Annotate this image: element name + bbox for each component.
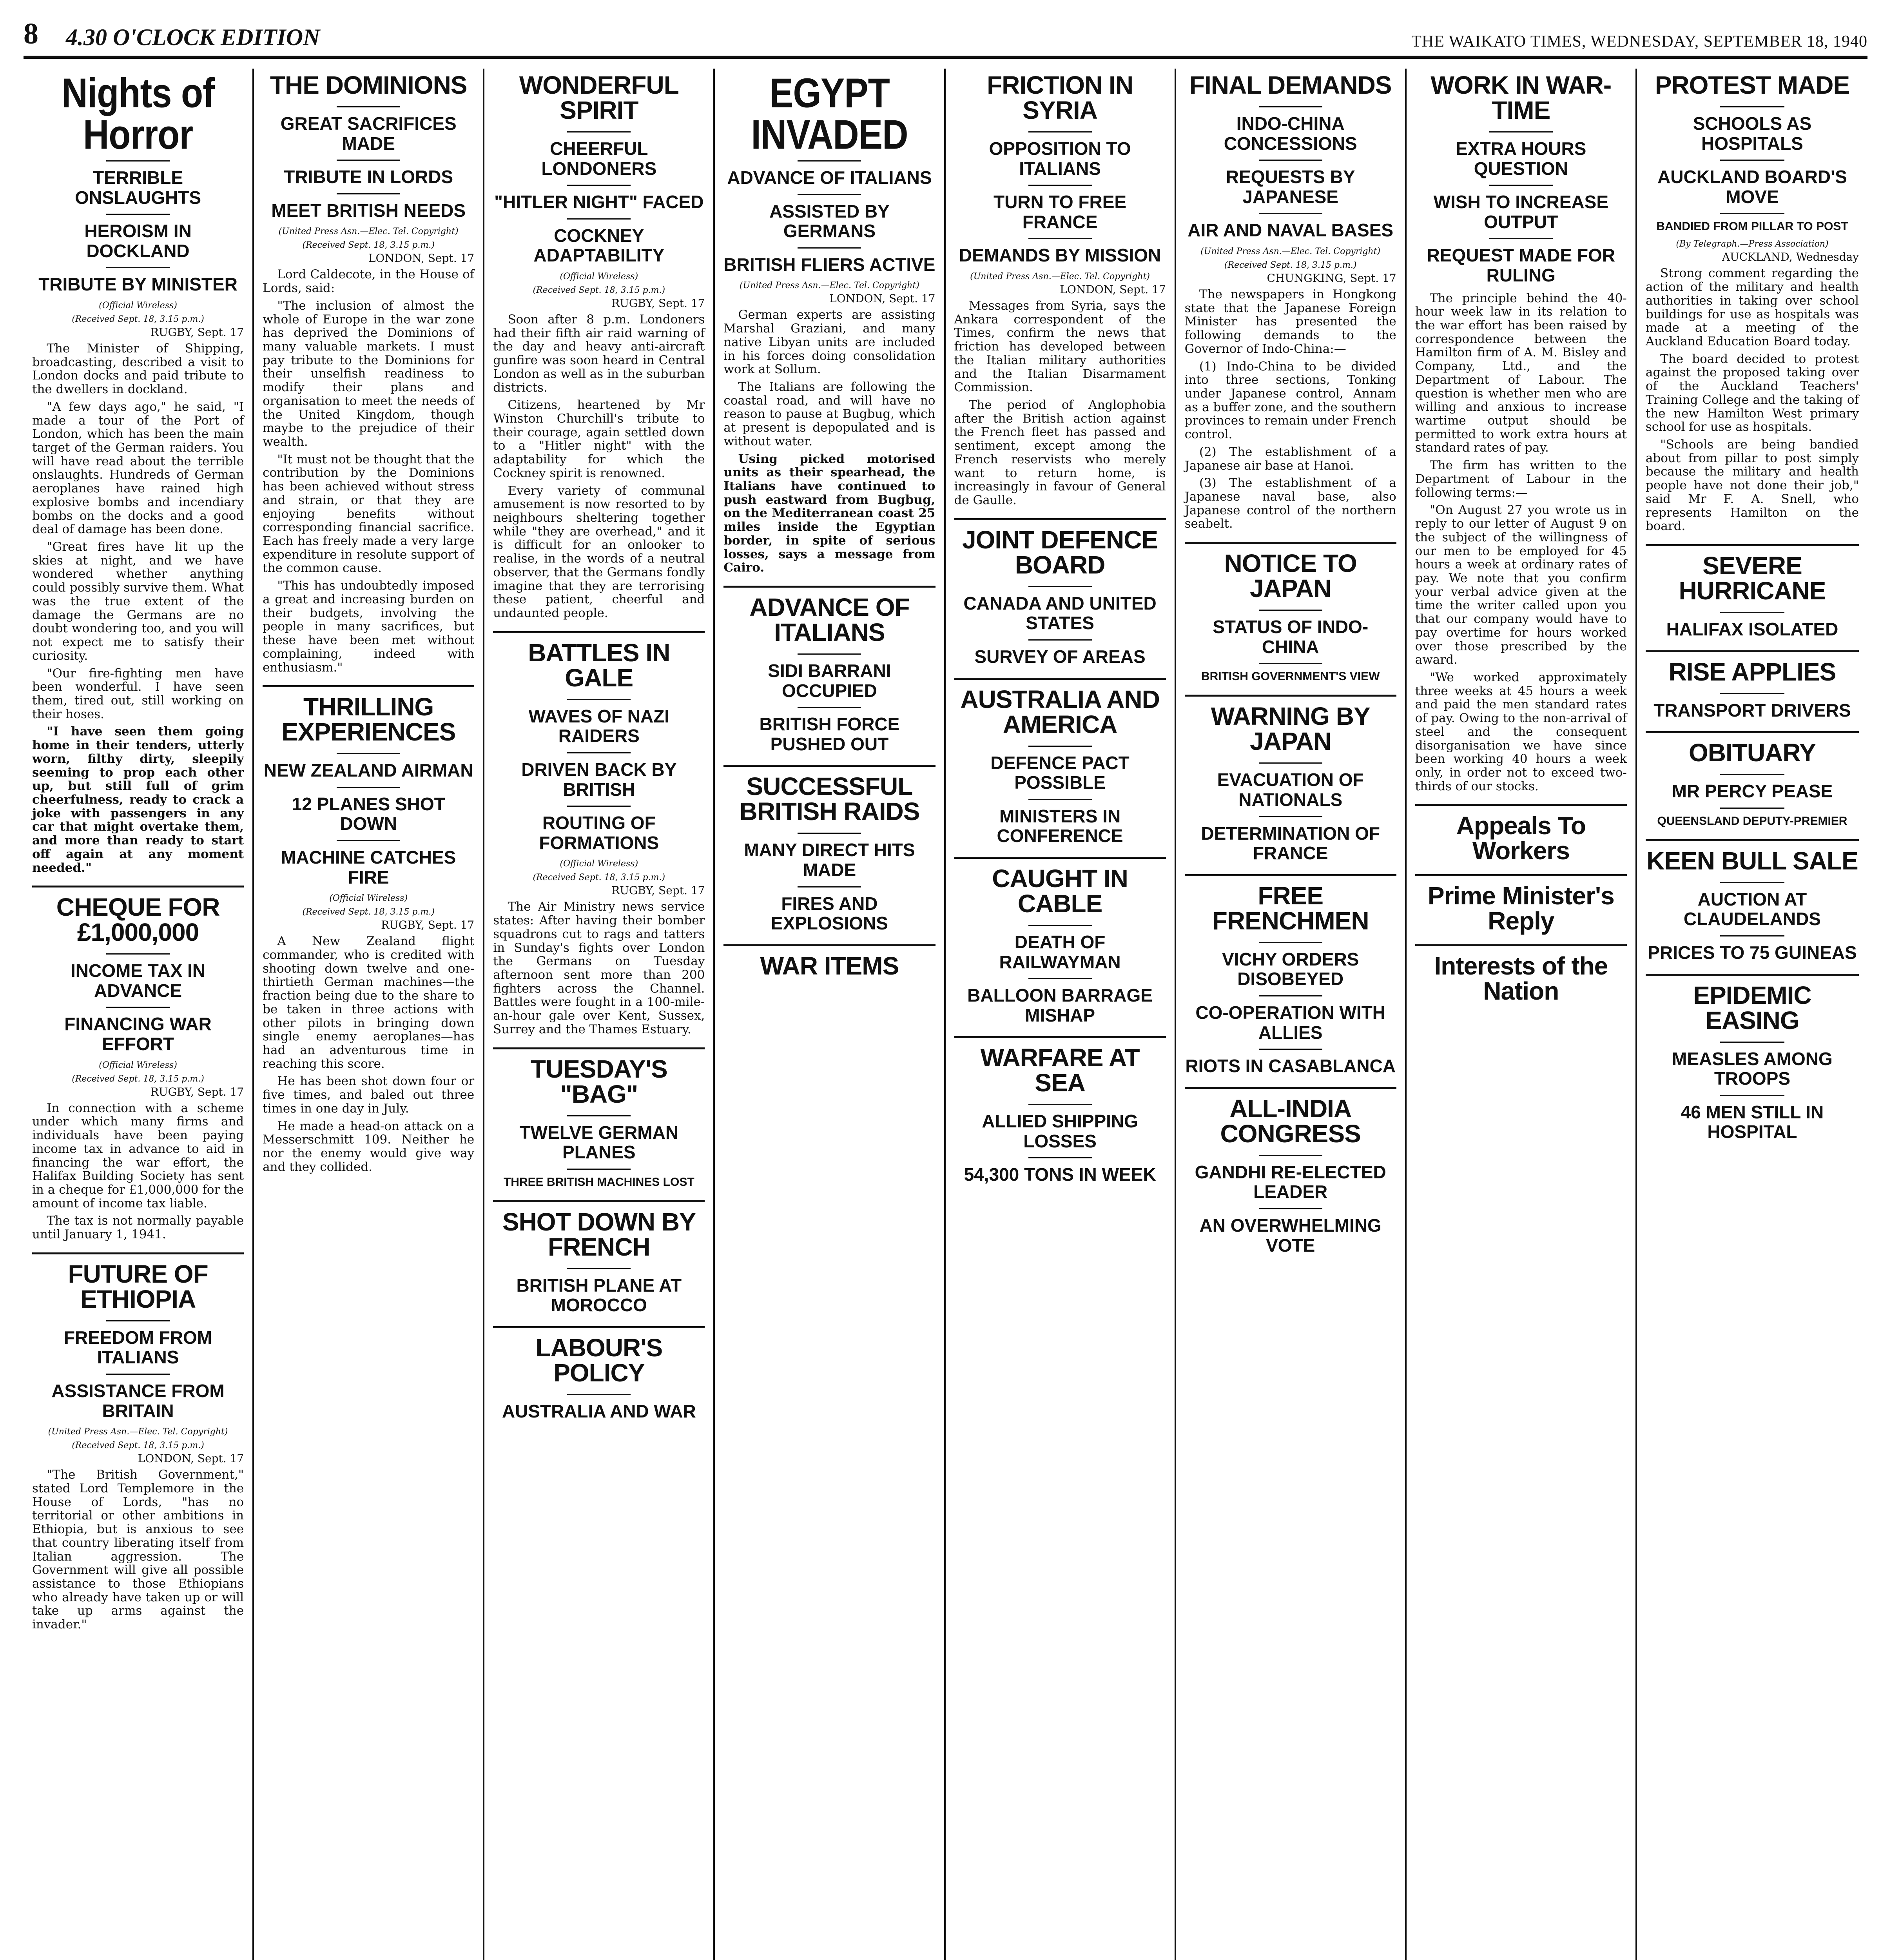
- story-subheadline: 54,300 TONS IN WEEK: [964, 1164, 1156, 1185]
- wire-credit: (United Press Asn.—Elec. Tel. Copyright): [740, 281, 919, 291]
- rule-divider: [1028, 238, 1092, 239]
- dateline: LONDON, Sept. 17: [829, 292, 936, 305]
- story-subheadline: AIR AND NAVAL BASES: [1188, 220, 1394, 241]
- column: [1176, 69, 1407, 1960]
- story-headline: WORK IN WAR-TIME: [1430, 71, 1612, 124]
- body-paragraph: "Schools are being bandied about from pillar to post simply because the military and health people have not done their job," said Mr F. A. Snell, who represents Hamilton on the board.: [1645, 437, 1859, 534]
- story-headline: WONDERFUL SPIRIT: [519, 71, 679, 124]
- rule-divider: [798, 247, 861, 249]
- rule-divider: [1028, 586, 1092, 587]
- rule-divider: [567, 1115, 631, 1116]
- rule-divider: [798, 160, 861, 162]
- received-time: (Received Sept. 18, 3.15 p.m.): [533, 873, 665, 883]
- body-paragraph: Messages from Syria, says the Ankara correspondent of the Times, confirm the news that friction has developed between the Italian military authorities and the Italian Disarmament Commission.: [954, 298, 1166, 395]
- rule-divider: [1489, 131, 1553, 132]
- body-paragraph: "The inclusion of almost the whole of Europe in the war zone has deprived the Dominions of many valuable markets. I must pay tribute to the Dominions for their unselfish readiness to modify their plans and organisation to meet the needs of the United Kingdom, though maybe to the prejudice of their wealth.: [263, 298, 475, 449]
- body-paragraph: Every variety of communal amusement is now resorted to by neighbours sheltering together while "they are overhead," and it is difficult for an onlooker to realise, in the words of a neutral observer, that the Germans fondly imagine that they are terrorising these patient, cheerful and undaunted people.: [493, 483, 705, 621]
- rule-divider: [1646, 974, 1859, 976]
- story-subheadline: HALIFAX ISOLATED: [1666, 619, 1838, 640]
- body-paragraph: "On August 27 you wrote us in reply to our letter of August 9 on the subject of the willingness of our men to be employed for 45 hours a week at ordinary rates of pay. We note that you confirm your verbal advice given at the time the writer called upon you that our company would have to pay overtime for hours worked over those prescribed by the award.: [1415, 503, 1627, 667]
- rule-divider: [1028, 639, 1092, 641]
- received-time: (Received Sept. 18, 3.15 p.m.): [72, 1074, 204, 1084]
- rule-divider: [106, 953, 170, 955]
- story-subheadline: SIDI BARRANI OCCUPIED: [768, 661, 891, 701]
- wire-credit: (Official Wireless): [329, 893, 408, 904]
- story-subheadline: STATUS OF INDO-CHINA: [1213, 617, 1369, 657]
- rule-divider: [567, 185, 631, 186]
- story-headline: RISE APPLIES: [1668, 657, 1836, 686]
- body-paragraph: The Minister of Shipping, broadcasting, described a visit to London docks and paid tribute to the dwellers in dockland.: [32, 341, 244, 397]
- story-subheadline: WISH TO INCREASE OUTPUT: [1433, 192, 1609, 232]
- dateline: RUGBY, Sept. 17: [150, 325, 244, 339]
- body-paragraph: The tax is not normally payable until January 1, 1941.: [32, 1214, 244, 1242]
- rule-divider: [723, 944, 935, 946]
- rule-divider: [567, 1169, 631, 1170]
- story-headline: AUSTRALIA AND AMERICA: [960, 685, 1160, 739]
- rule-divider: [1259, 1208, 1322, 1209]
- story-subheadline: BRITISH FLIERS ACTIVE: [723, 254, 936, 275]
- story-subheadline: AUCTION AT CLAUDELANDS: [1683, 889, 1821, 929]
- rule-divider: [1720, 935, 1784, 936]
- column: [1637, 69, 1867, 1960]
- received-time: (Received Sept. 18, 3.15 p.m.): [72, 314, 204, 324]
- body-paragraph: In connection with a scheme under which many firms and individuals have been paying income tax in advance to aid in financing the war effort, the Halifax Building Society has sent in a cheque for £1,000,000 for the amount of income tax liable.: [32, 1101, 244, 1210]
- rule-divider: [1646, 731, 1859, 733]
- story-subheadline: AN OVERWHELMING VOTE: [1199, 1215, 1382, 1256]
- rule-divider: [1720, 106, 1784, 107]
- body-paragraph: The Italians are following the coastal road, and will have no reason to pause at Bugbug, which at present is depopulated and is without water.: [723, 379, 936, 448]
- story-subheadline: INDO-CHINA CONCESSIONS: [1224, 113, 1357, 154]
- body-paragraph: He has been shot down four or five times, and baled out three times in one day in July.: [263, 1074, 475, 1116]
- story-subheadline: SCHOOLS AS HOSPITALS: [1693, 113, 1812, 154]
- rule-divider: [1415, 804, 1627, 806]
- story-subheadline: MEASLES AMONG TROOPS: [1672, 1048, 1833, 1089]
- story-subheadline: PRICES TO 75 GUINEAS: [1648, 942, 1857, 963]
- rule-divider: [1185, 542, 1396, 544]
- page-number: 8: [24, 17, 38, 50]
- rule-divider: [954, 1036, 1166, 1038]
- story-subheadline: OPPOSITION TO ITALIANS: [989, 138, 1131, 179]
- rule-divider: [1489, 185, 1553, 186]
- columns: [24, 69, 1867, 1960]
- story-headline: SUCCESSFUL BRITISH RAIDS: [739, 772, 920, 826]
- story-subheadline: EVACUATION OF NATIONALS: [1217, 769, 1364, 810]
- rule-divider: [567, 806, 631, 807]
- rule-divider: [1259, 213, 1322, 214]
- story-headline: BATTLES IN GALE: [528, 638, 670, 692]
- body-paragraph: The principle behind the 40-hour week law in its relation to the war effort has been raised by correspondence between the Hamilton firm of A. M. Bisley and Company, Ltd., and the Department of Labour. The question is whether men who are willing and anxious to increase wartime output should be permitted to work extra hours at standard rates of pay.: [1415, 291, 1627, 455]
- rule-divider: [337, 193, 400, 194]
- story-subheadline: ASSISTANCE FROM BRITAIN: [51, 1381, 225, 1421]
- story-subheadline: COCKNEY ADAPTABILITY: [533, 225, 665, 266]
- story-subheadline: ADVANCE OF ITALIANS: [727, 167, 932, 188]
- wire-credit: (By Telegraph.—Press Association): [1676, 239, 1829, 249]
- body-paragraph: Lord Caldecote, in the House of Lords, said:: [263, 267, 475, 296]
- body-paragraph: Citizens, heartened by Mr Winston Churchill's tribute to their courage, again settled down to a "Hitler night" with the adaptability for which the Cockney spirit is renowned.: [493, 398, 705, 480]
- story-subheadline: GANDHI RE-ELECTED LEADER: [1195, 1161, 1386, 1202]
- story-subheadline: TRIBUTE BY MINISTER: [38, 274, 238, 295]
- wire-credit: (United Press Asn.—Elec. Tel. Copyright): [1200, 246, 1381, 256]
- story-subheadline: REQUEST MADE FOR RULING: [1427, 245, 1615, 285]
- rule-divider: [337, 840, 400, 841]
- body-paragraph: Strong comment regarding the action of the military and health authorities in taking over school buildings for use as hospitals was made at a meeting of the Auckland Education Board today.: [1645, 266, 1859, 348]
- rule-divider: [1489, 238, 1553, 239]
- body-paragraph: A New Zealand flight commander, who is credited with shooting down twelve and one-thirtieth German machines—the fraction being due to the share to be taken in three actions with other pilots in bringing down single enemy aeroplanes—has had an adventurous time in reaching this score.: [263, 934, 475, 1071]
- rule-divider: [263, 685, 474, 687]
- story-headline: Appeals To Workers: [1456, 811, 1586, 865]
- story-subheadline: WAVES OF NAZI RAIDERS: [528, 706, 670, 746]
- rule-divider: [493, 1326, 705, 1328]
- rule-divider: [493, 1200, 705, 1202]
- rule-divider: [1720, 213, 1784, 214]
- rule-divider: [1646, 839, 1859, 841]
- story-headline: WARNING BY JAPAN: [1211, 702, 1370, 756]
- rule-divider: [1259, 106, 1322, 107]
- story-headline: OBITUARY: [1689, 739, 1816, 767]
- rule-divider: [1185, 695, 1396, 697]
- dateline: LONDON, Sept. 17: [138, 1452, 244, 1465]
- rule-divider: [954, 518, 1166, 520]
- story-headline: CAUGHT IN CABLE: [992, 864, 1128, 918]
- story-subheadline: FINANCING WAR EFFORT: [64, 1014, 212, 1054]
- story-subheadline: SURVEY OF AREAS: [974, 646, 1146, 667]
- rule-divider: [1028, 925, 1092, 926]
- rule-divider: [1259, 160, 1322, 161]
- rule-divider: [1720, 612, 1784, 613]
- body-paragraph: The Air Ministry news service states: After having their bomber squadrons cut to rags and tatters in Sunday's fights over London the Germans on Tuesday afternoon sent more than 200 fighters across the Channel. Battles were fought in a 100-mile-an-hour gale over Kent, Sussex, Surrey and the Thames Estuary.: [493, 900, 705, 1036]
- story-subheadline: AUSTRALIA AND WAR: [502, 1401, 696, 1421]
- rule-divider: [337, 106, 400, 107]
- column: [1407, 69, 1637, 1960]
- story-headline: THE DOMINIONS: [270, 71, 467, 99]
- column: [24, 69, 254, 1960]
- story-subheadline: BALLOON BARRAGE MISHAP: [967, 985, 1153, 1025]
- lead-paragraph: Using picked motorised units as their spearhead, the Italians have continued to push eastward from Bugbug, on the Mediterranean coast 25 miles inside the Egyptian border, in spite of serious losses, says a message from Cairo.: [723, 452, 936, 575]
- rule-divider: [493, 631, 705, 633]
- story-subheadline: BRITISH PLANE AT MOROCCO: [516, 1275, 682, 1316]
- wire-credit: (Official Wireless): [560, 859, 638, 869]
- story-subheadline: REQUESTS BY JAPANESE: [1226, 167, 1355, 207]
- received-time: (Received Sept. 18, 3.15 p.m.): [302, 907, 435, 917]
- dateline: RUGBY, Sept. 17: [611, 884, 705, 897]
- rule-divider: [1415, 874, 1627, 876]
- body-paragraph: "The British Government," stated Lord Templemore in the House of Lords, "has no territorial or other ambitions in Ethiopia, but is anxious to see that country liberating itself from Italian aggression. The Government will give all possible assistance to those Ethiopians who already have taken up or will take up arms against the invader.": [32, 1468, 244, 1632]
- story-headline: SHOT DOWN BY FRENCH: [502, 1207, 696, 1261]
- rule-divider: [1259, 816, 1322, 817]
- story-headline: WARFARE AT SEA: [980, 1044, 1140, 1097]
- rule-divider: [567, 131, 631, 132]
- story-subheadline: TURN TO FREE FRANCE: [994, 192, 1127, 232]
- story-subheadline: THREE BRITISH MACHINES LOST: [503, 1175, 694, 1189]
- story-subheadline: GREAT SACRIFICES MADE: [280, 113, 457, 154]
- story-headline: FINAL DEMANDS: [1189, 71, 1392, 99]
- story-subheadline: BANDIED FROM PILLAR TO POST: [1656, 220, 1848, 233]
- story-subheadline: DEMANDS BY MISSION: [959, 245, 1161, 266]
- rule-divider: [1259, 610, 1322, 611]
- story-subheadline: AUCKLAND BOARD'S MOVE: [1657, 167, 1847, 207]
- rule-divider: [32, 1252, 244, 1254]
- body-paragraph: "We worked approximately three weeks at 45 hours a week and paid the men standard rates of pay. Owing to the non-arrival of steel and the consequent disorganisation we have since been working 40 hours a week only, in order not to exceed two-thirds of our stocks.: [1415, 670, 1627, 793]
- story-headline: KEEN BULL SALE: [1646, 846, 1858, 875]
- rule-divider: [493, 1047, 705, 1049]
- rule-divider: [1185, 874, 1396, 876]
- body-paragraph: (1) Indo-China to be divided into three sections, Tonking under Japanese control, Annam as a buffer zone, and the southern provinces to remain under French control.: [1184, 359, 1396, 442]
- story-headline: SEVERE HURRICANE: [1679, 552, 1826, 605]
- story-subheadline: ALLIED SHIPPING LOSSES: [982, 1111, 1138, 1151]
- rule-divider: [798, 833, 861, 834]
- body-paragraph: Soon after 8 p.m. Londoners had their fifth air raid warning of the day and heavy anti-aircraft gunfire was soon heard in Central London as well as in the suburban districts.: [493, 312, 705, 395]
- rule-divider: [1185, 1087, 1396, 1089]
- rule-divider: [1720, 693, 1784, 694]
- rule-divider: [567, 752, 631, 753]
- rule-divider: [723, 765, 935, 767]
- rule-divider: [337, 160, 400, 161]
- masthead: [24, 12, 1867, 59]
- story-subheadline: TERRIBLE ONSLAUGHTS: [75, 167, 201, 208]
- rule-divider: [567, 1394, 631, 1395]
- rule-divider: [1259, 1049, 1322, 1050]
- rule-divider: [1028, 1104, 1092, 1105]
- rule-divider: [798, 707, 861, 708]
- story-subheadline: CANADA AND UNITED STATES: [963, 593, 1157, 633]
- body-paragraph: The newspapers in Hongkong state that the Japanese Foreign Minister has presented the following demands to the Governor of Indo-China:—: [1184, 287, 1396, 356]
- rule-divider: [1259, 995, 1322, 996]
- story-subheadline: DEFENCE PACT POSSIBLE: [990, 752, 1130, 793]
- story-headline: CHEQUE FOR £1,000,000: [56, 893, 220, 947]
- wire-credit: (Official Wireless): [99, 1060, 177, 1070]
- rule-divider: [1259, 942, 1322, 943]
- body-paragraph: The board decided to protest against the proposed taking over of the Auckland Teachers' Training College and the taking of the new Hamilton West primary school for use as hospitals.: [1645, 352, 1859, 434]
- wire-credit: (United Press Asn.—Elec. Tel. Copyright): [278, 227, 459, 237]
- story-headline: Prime Minister's Reply: [1427, 882, 1614, 935]
- rule-divider: [1259, 762, 1322, 764]
- story-headline: WAR ITEMS: [760, 951, 899, 980]
- dateline: RUGBY, Sept. 17: [381, 918, 475, 932]
- rule-divider: [1720, 774, 1784, 775]
- story-subheadline: MR PERCY PEASE: [1672, 781, 1833, 802]
- rule-divider: [1720, 808, 1784, 809]
- story-headline: ALL-INDIA CONGRESS: [1220, 1094, 1361, 1148]
- rule-divider: [106, 1320, 170, 1321]
- rule-divider: [1028, 131, 1092, 132]
- column: [484, 69, 715, 1960]
- body-paragraph: "Great fires have lit up the skies at night, and we have wondered whether anything could possibly survive them. What was the true extent of the damage the Germans are no doubt wondering too, and you will not expect me to satisfy their curiosity.: [32, 540, 244, 663]
- rule-divider: [1259, 1155, 1322, 1156]
- story-subheadline: TRANSPORT DRIVERS: [1653, 700, 1851, 720]
- story-subheadline: BRITISH FORCE PUSHED OUT: [759, 714, 900, 754]
- paper-title-date: THE WAIKATO TIMES, WEDNESDAY, SEPTEMBER 18, 1940: [1411, 33, 1867, 51]
- story-headline: FUTURE OF ETHIOPIA: [68, 1259, 208, 1313]
- dateline: CHUNGKING, Sept. 17: [1267, 271, 1396, 285]
- story-subheadline: DRIVEN BACK BY BRITISH: [521, 759, 677, 800]
- rule-divider: [567, 699, 631, 700]
- rule-divider: [798, 886, 861, 887]
- story-headline: EGYPT INVADED: [751, 70, 908, 158]
- story-subheadline: 46 MEN STILL IN HOSPITAL: [1681, 1102, 1824, 1142]
- wire-credit: (United Press Asn.—Elec. Tel. Copyright): [48, 1427, 228, 1437]
- rule-divider: [1720, 160, 1784, 161]
- body-paragraph: (3) The establishment of a Japanese naval base, also Japanese control of the northern seabelt.: [1184, 476, 1396, 531]
- story-subheadline: QUEENSLAND DEPUTY-PREMIER: [1657, 814, 1847, 828]
- body-paragraph: German experts are assisting Marshal Graziani, and many native Libyan units are included in his forces doing consolidation work at Sollum.: [723, 308, 936, 377]
- story-headline: Nights of Horror: [62, 70, 214, 158]
- rule-divider: [567, 218, 631, 220]
- rule-divider: [106, 267, 170, 268]
- story-headline: THRILLING EXPERIENCES: [281, 693, 456, 746]
- dateline: LONDON, Sept. 17: [368, 252, 475, 265]
- rule-divider: [1028, 1157, 1092, 1158]
- column: [254, 69, 484, 1960]
- story-subheadline: HEROISM IN DOCKLAND: [84, 221, 192, 261]
- story-headline: EPIDEMIC EASING: [1693, 981, 1811, 1034]
- rule-divider: [106, 160, 170, 162]
- received-time: (Received Sept. 18, 3.15 p.m.): [302, 240, 435, 250]
- story-headline: FREE FRENCHMEN: [1212, 881, 1369, 935]
- rule-divider: [106, 1007, 170, 1008]
- story-subheadline: TWELVE GERMAN PLANES: [519, 1122, 679, 1163]
- rule-divider: [337, 787, 400, 788]
- wire-credit: (United Press Asn.—Elec. Tel. Copyright): [970, 271, 1150, 281]
- story-headline: Interests of the Nation: [1434, 952, 1608, 1005]
- wire-credit: (Official Wireless): [99, 300, 177, 310]
- edition-label: 4.30 O'CLOCK EDITION: [66, 24, 320, 50]
- rule-divider: [954, 857, 1166, 859]
- rule-divider: [1646, 650, 1859, 652]
- story-headline: JOINT DEFENCE BOARD: [962, 525, 1158, 579]
- rule-divider: [798, 653, 861, 655]
- story-headline: ADVANCE OF ITALIANS: [749, 593, 910, 647]
- rule-divider: [1259, 663, 1322, 664]
- story-subheadline: NEW ZEALAND AIRMAN: [263, 760, 473, 781]
- story-subheadline: RIOTS IN CASABLANCA: [1185, 1056, 1396, 1076]
- body-paragraph: "It must not be thought that the contribution by the Dominions has been achieved without stress and strain, or that they are enjoying benefits without corresponding financial sacrifice. Each has freely made a very large expenditure in resolute support of the common cause.: [263, 452, 475, 575]
- dateline: AUCKLAND, Wednesday: [1722, 250, 1859, 264]
- body-paragraph: "A few days ago," he said, "I made a tour of the Port of London, which has been the main target of the German raiders. You will have read about the terrible onslaughts. Hundreds of German aeroplanes have rained high explosive bombs and incendiary bombs on the docks and a good deal of damage has been done.: [32, 399, 244, 537]
- column: [946, 69, 1176, 1960]
- story-headline: FRICTION IN SYRIA: [987, 71, 1133, 124]
- dateline: LONDON, Sept. 17: [1060, 283, 1166, 296]
- story-headline: PROTEST MADE: [1655, 71, 1850, 99]
- rule-divider: [1028, 185, 1092, 186]
- rule-divider: [1720, 1095, 1784, 1096]
- masthead-left: [24, 17, 320, 51]
- rule-divider: [1720, 1042, 1784, 1043]
- rule-divider: [106, 1374, 170, 1375]
- rule-divider: [798, 194, 861, 195]
- body-paragraph: "This has undoubtedly imposed a great and increasing burden on their budgets, involving the people in many sacrifices, but these have been met without complaining, indeed with enthusiasm.": [263, 579, 475, 675]
- column: [715, 69, 945, 1960]
- wire-credit: (Official Wireless): [560, 271, 638, 281]
- story-subheadline: ASSISTED BY GERMANS: [769, 201, 890, 241]
- story-subheadline: FIRES AND EXPLOSIONS: [771, 893, 888, 934]
- rule-divider: [1028, 799, 1092, 800]
- story-subheadline: BRITISH GOVERNMENT'S VIEW: [1201, 670, 1380, 683]
- rule-divider: [337, 753, 400, 754]
- rule-divider: [1720, 882, 1784, 883]
- story-subheadline: VICHY ORDERS DISOBEYED: [1222, 949, 1359, 989]
- story-subheadline: MANY DIRECT HITS MADE: [744, 840, 915, 880]
- rule-divider: [32, 886, 244, 887]
- body-paragraph: He made a head-on attack on a Messerschmitt 109. Neither he nor the enemy would give way and they collided.: [263, 1119, 475, 1174]
- story-subheadline: MACHINE CATCHES FIRE: [281, 847, 456, 887]
- rule-divider: [1028, 746, 1092, 747]
- body-paragraph: (2) The establishment of a Japanese air base at Hanoi.: [1184, 445, 1396, 473]
- story-subheadline: EXTRA HOURS QUESTION: [1456, 138, 1586, 179]
- story-subheadline: MINISTERS IN CONFERENCE: [997, 806, 1123, 846]
- rule-divider: [954, 678, 1166, 680]
- story-subheadline: TRIBUTE IN LORDS: [284, 167, 453, 187]
- rule-divider: [567, 1268, 631, 1269]
- received-time: (Received Sept. 18, 3.15 p.m.): [72, 1441, 204, 1451]
- story-subheadline: CO-OPERATION WITH ALLIES: [1195, 1002, 1386, 1043]
- story-headline: TUESDAY'S "BAG": [530, 1054, 667, 1108]
- story-subheadline: DETERMINATION OF FRANCE: [1201, 823, 1380, 864]
- dateline: RUGBY, Sept. 17: [150, 1085, 244, 1098]
- rule-divider: [106, 214, 170, 215]
- rule-divider: [723, 586, 935, 588]
- received-time: (Received Sept. 18, 3.15 p.m.): [533, 285, 665, 295]
- story-subheadline: ROUTING OF FORMATIONS: [539, 813, 659, 853]
- story-subheadline: DEATH OF RAILWAYMAN: [999, 931, 1121, 972]
- story-subheadline: FREEDOM FROM ITALIANS: [63, 1327, 212, 1368]
- rule-divider: [1415, 944, 1627, 946]
- story-subheadline: "HITLER NIGHT" FACED: [494, 192, 704, 212]
- story-subheadline: CHEERFUL LONDONERS: [541, 138, 657, 179]
- body-paragraph: The period of Anglophobia after the British action against the French fleet has passed and sentiment, except among the French reservists who merely want to return home, is increasingly in favour of General de Gaulle.: [954, 398, 1166, 508]
- story-headline: LABOUR'S POLICY: [535, 1333, 663, 1387]
- story-subheadline: MEET BRITISH NEEDS: [271, 200, 466, 221]
- body-paragraph: The firm has written to the Department of Labour in the following terms:—: [1415, 458, 1627, 500]
- story-subheadline: 12 PLANES SHOT DOWN: [292, 793, 445, 834]
- story-headline: NOTICE TO JAPAN: [1224, 549, 1357, 603]
- dateline: RUGBY, Sept. 17: [611, 296, 705, 310]
- story-subheadline: INCOME TAX IN ADVANCE: [70, 960, 206, 1001]
- received-time: (Received Sept. 18, 3.15 p.m.): [1224, 260, 1357, 270]
- body-paragraph: "Our fire-fighting men have been wonderful. I have seen them, tired out, still working on their hoses.: [32, 666, 244, 721]
- rule-divider: [1028, 978, 1092, 979]
- rule-divider: [1646, 544, 1859, 546]
- lead-paragraph: "I have seen them going home in their tenders, utterly worn, filthy dirty, sleepily seeming to prop each other up, but still full of grim cheerfulness, ready to crack a joke with passengers in any car that might overtake them, and more than ready to start off again at any moment needed.": [32, 724, 244, 875]
